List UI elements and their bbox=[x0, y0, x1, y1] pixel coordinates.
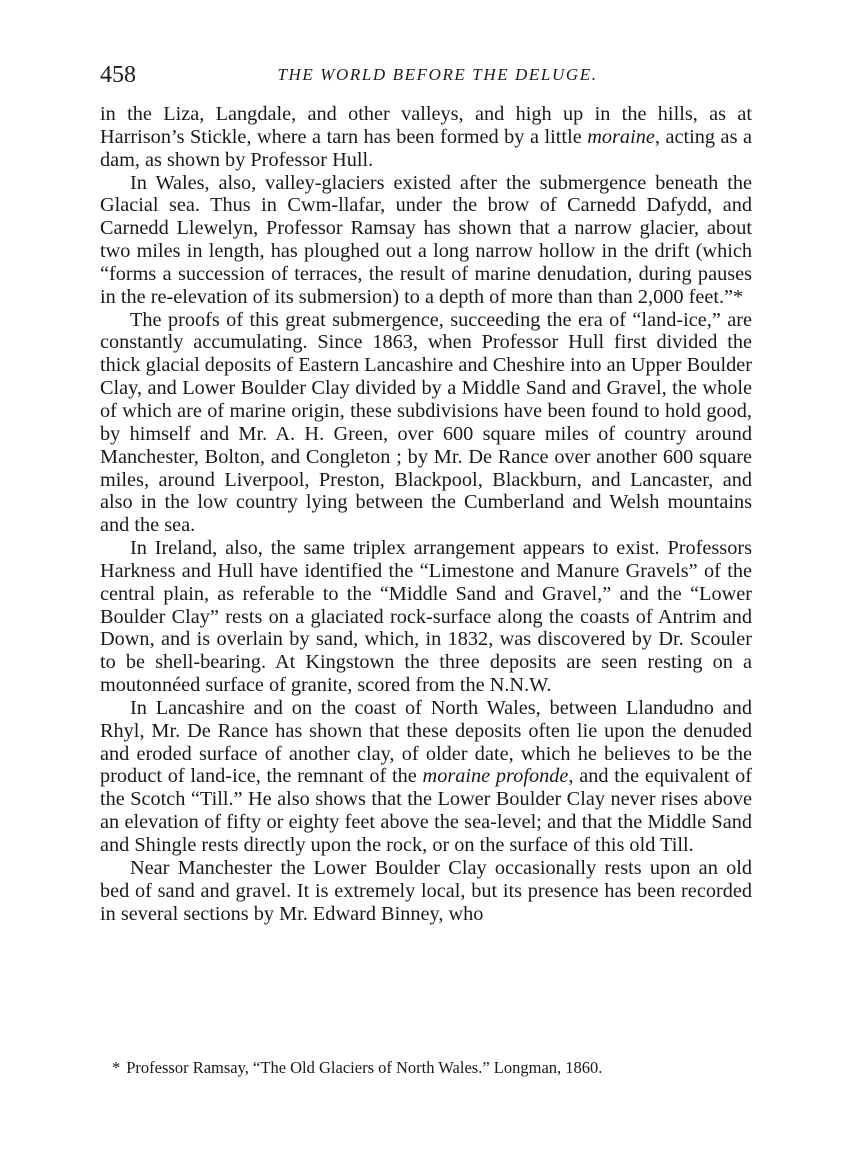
italic-text: moraine profonde bbox=[422, 765, 569, 788]
paragraph-6 bbox=[100, 857, 752, 926]
footnote-text: Professor Ramsay, “The Old Glaciers of North Wales.” Longman, 1860. bbox=[126, 1058, 603, 1077]
text-run: , acting as a dam, as shown by Professor Hull. bbox=[100, 125, 752, 171]
text-run: in the Liza, Langdale, and other valleys, and high up in the hills, as at Harrison’s Stickle, where a tarn has been formed by a little bbox=[100, 103, 752, 148]
paragraph-2 bbox=[100, 172, 752, 309]
text-run: In Ireland, also, the same triplex arrangement appears to exist. Professors Harkness and Hull have identified the “Limestone and Manure Gravels” of the central plain, as referable to the “Middle Sand and Gravel,” and the “Lower Boulder Clay” rests on a glaciated rock-surface along the coasts of Antrim and Down, and is overlain by sand, which, in 1832, was discovered by Dr. Scouler to be shell-bearing. At Kingstown the three deposits are seen resting on a moutonnéed surface of granite, scored from the N.N.W. bbox=[100, 537, 752, 697]
italic-text: moraine bbox=[587, 125, 655, 148]
text-run: , and the equivalent of the Scotch “Till.” He also shows that the Lower Boulder Clay never rises above an elevation of fifty or eighty feet above the sea-level; and that the Middle Sand and Shingle rests directly upon the rock, or on the surface of this old Till. bbox=[100, 765, 752, 856]
body-text bbox=[100, 103, 752, 925]
text-run: Near Manchester the Lower Boulder Clay occasionally rests upon an old bed of sand and gravel. It is extremely local, but its presence has been recorded in several sections by Mr. Edward Binney, who bbox=[100, 856, 752, 925]
paragraph-4 bbox=[100, 537, 752, 697]
running-head bbox=[100, 62, 755, 88]
text-run: The proofs of this great submergence, succeeding the era of “land-ice,” are constantly accumulating. Since 1863, when Professor Hull first divided the thick glacial deposits of Eastern Lancashire and Cheshire into an Upper Boulder Clay, and Lower Boulder Clay divided by a Middle Sand and Gravel, the whole of which are of marine origin, these subdivisions have been found to hold good, by himself and Mr. A. H. Green, over 600 square miles of country around Manchester, Bolton, and Congleton ; by Mr. De Rance over another 600 square miles, around Liverpool, Preston, Blackpool, Blackburn, and Lancaster, and also in the low country lying between the Cumberland and Welsh mountains and the sea. bbox=[100, 308, 752, 537]
text-run: In Lancashire and on the coast of North Wales, between Llandudno and Rhyl, Mr. De Rance has shown that these deposits often lie upon the denuded and eroded surface of another clay, of older date, which he believes to be the product of land-ice, the remnant of the bbox=[100, 696, 752, 788]
paragraph-3 bbox=[100, 309, 752, 537]
page-number: 458 bbox=[100, 62, 136, 88]
paragraph-1 bbox=[100, 103, 752, 172]
footnote bbox=[112, 1058, 752, 1078]
footnote-mark: * bbox=[112, 1058, 121, 1077]
paragraph-5 bbox=[100, 697, 752, 857]
text-run: In Wales, also, valley-glaciers existed after the submergence beneath the Glacial sea. Thus in Cwm-llafar, under the brow of Carnedd Dafydd, and Carnedd Llewelyn, Professor Ramsay has shown that a narrow glacier, about two miles in length, has ploughed out a long narrow hollow in the drift (which “forms a succession of terraces, the result of marine denudation, during pauses in the re-elevation of its submersion) to a depth of more than than 2,000 feet.”* bbox=[100, 171, 752, 308]
running-title: THE WORLD BEFORE THE DELUGE. bbox=[277, 65, 598, 84]
